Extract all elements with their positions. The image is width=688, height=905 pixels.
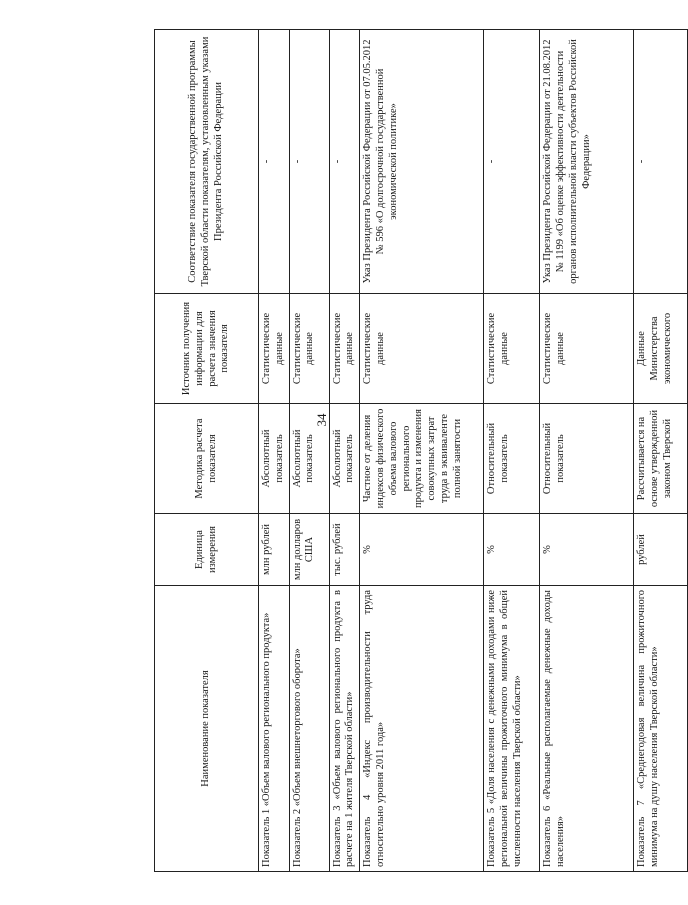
source-cell: Статистические данные [360,294,484,404]
table-row [329,30,360,872]
indicators-table [154,29,688,872]
source-cell: Статистические данные [484,294,540,404]
method-cell: Абсолютный показатель [259,404,290,514]
unit-cell: % [360,514,484,586]
table-row [540,30,634,872]
indicator-name-cell: Показатель 6 «Реальные располагаемые денежные доходы населения» [540,586,634,872]
match-cell: - [329,30,360,294]
method-cell: Абсолютный показатель [289,404,329,514]
table-row [634,30,688,872]
source-cell: Статистические данные [289,294,329,404]
indicator-name-cell: Показатель 4 «Индекс производительности труда относительно уровня 2011 года» [360,586,484,872]
method-cell: Относительный показатель [484,404,540,514]
method-cell: Относительный показатель [540,404,634,514]
match-cell: - [634,30,688,294]
indicator-name-cell: Показатель 2 «Объем внешнеторгового оборота» [289,586,329,872]
unit-cell: рублей [634,514,688,586]
indicator-name-cell: Показатель 7 «Среднегодовая величина прожиточного минимума на душу населения Тверской области» [634,586,688,872]
match-cell: Указ Президента Российской Федерации от 21.08.2012 № 1199 «Об оценке эффективности деятельности органов исполнительной власти субъектов Российской Федерации» [540,30,634,294]
header-unit: Единица измерения [155,514,259,586]
match-cell: - [259,30,290,294]
page-number: 34 [314,413,329,427]
table-row [259,30,290,872]
unit-cell: % [540,514,634,586]
unit-cell: тыс. рублей [329,514,360,586]
header-method: Методика расчета показателя [155,404,259,514]
rotated-table-container [154,30,673,872]
unit-cell: % [484,514,540,586]
method-cell: Частное от деления индексов физического объема валового регионального продукта и изменения совокупных затрат труда в эквиваленте полной занятости [360,404,484,514]
source-cell: Данные Министерства экономического [634,294,688,404]
table-row [289,30,329,872]
method-cell: Абсолютный показатель [329,404,360,514]
source-cell: Статистические данные [329,294,360,404]
match-cell: - [289,30,329,294]
table-row [484,30,540,872]
source-cell: Статистические данные [259,294,290,404]
unit-cell: млн рублей [259,514,290,586]
method-cell: Рассчитывается на основе утвержденной законом Тверской [634,404,688,514]
unit-cell: млн долларов США [289,514,329,586]
indicator-name-cell: Показатель 5 «Доля населения с денежными доходами ниже региональной величины прожиточного минимума в общей численности населения Тверской области» [484,586,540,872]
indicator-name-cell: Показатель 3 «Объем валового регионального продукта в расчете на 1 жителя Тверской области» [329,586,360,872]
header-source: Источник получения информации для расчета значения показателя [155,294,259,404]
header-name: Наименование показателя [155,586,259,872]
indicator-name-cell: Показатель 1 «Объем валового регионального продукта» [259,586,290,872]
table-row [360,30,484,872]
table-header-row [155,30,259,872]
header-match: Соответствие показателя государственной программы Тверской области показателям, установленным указами Президента Российской Федерации [155,30,259,294]
source-cell: Статистические данные [540,294,634,404]
match-cell: - [484,30,540,294]
match-cell: Указ Президента Российской Федерации от 07.05.2012 № 596 «О долгосрочной государственной экономической политике» [360,30,484,294]
